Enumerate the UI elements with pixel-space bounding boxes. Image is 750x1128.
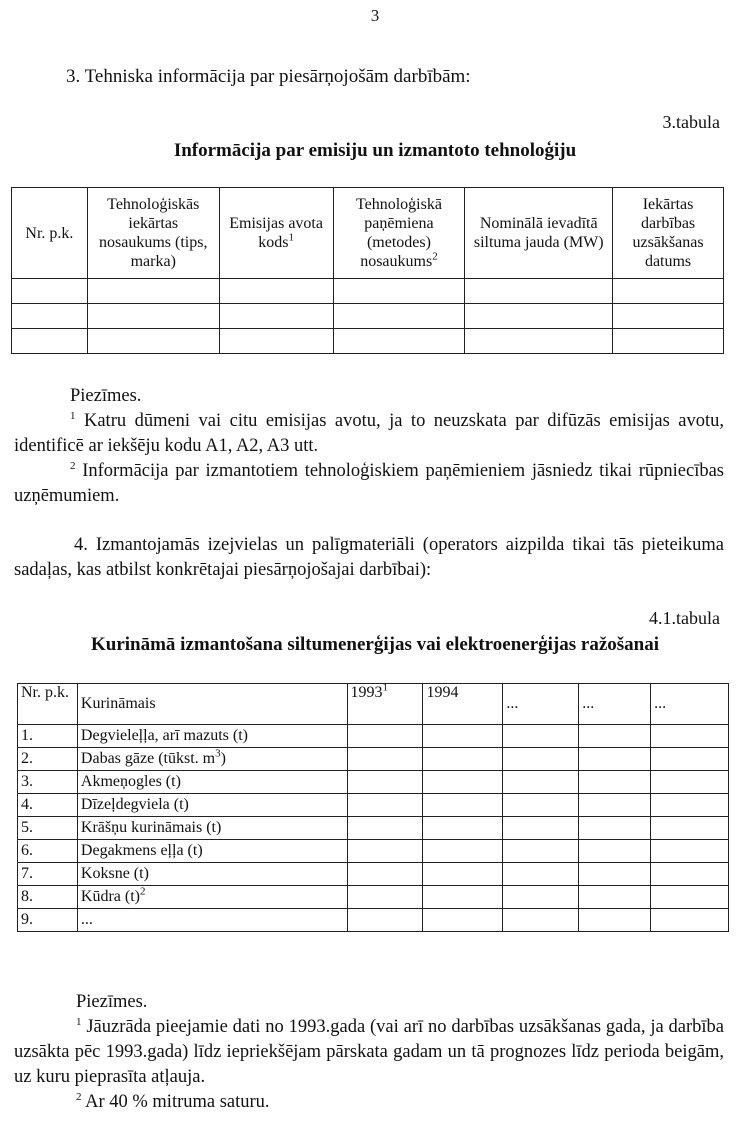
notes-heading: Piezīmes.	[70, 386, 142, 406]
row-value-cell	[347, 817, 423, 840]
row-nr: 6.	[18, 840, 78, 863]
col-start-date: Iekārtas darbības uzsākšanas datums	[613, 188, 724, 279]
row-nr: 5.	[18, 817, 78, 840]
row-value-cell	[651, 771, 729, 794]
table-row	[18, 840, 729, 863]
row-value-cell	[651, 725, 729, 748]
row-value-cell	[579, 863, 651, 886]
row-fuel: Degakmens eļļa (t)	[77, 840, 347, 863]
row-value-cell	[503, 771, 579, 794]
col-nr: Nr. p.k.	[18, 684, 78, 725]
notes-heading: Piezīmes.	[76, 992, 148, 1012]
fuel-usage-table	[17, 683, 729, 932]
row-value-cell	[423, 794, 503, 817]
table-3-title: Informācija par emisiju un izmantoto tehnoloģiju	[173, 140, 577, 161]
row-value-cell	[347, 725, 423, 748]
row-value-cell	[503, 817, 579, 840]
table-row	[18, 886, 729, 909]
row-fuel: Krāšņu kurināmais (t)	[77, 817, 347, 840]
row-value-cell	[579, 817, 651, 840]
row-value-cell	[423, 725, 503, 748]
row-value-cell	[579, 886, 651, 909]
row-fuel: Dabas gāze (tūkst. $m^3$)	[77, 748, 347, 771]
row-value-cell	[651, 909, 729, 932]
row-value-cell	[347, 840, 423, 863]
table-row	[18, 748, 729, 771]
col-method-name: Tehnoloģiskā paņēmiena (metodes) nosaukums$^2$	[333, 188, 465, 279]
row-value-cell	[503, 909, 579, 932]
col-more-3: ...	[651, 684, 729, 725]
page-number: 3	[370, 6, 380, 25]
table-row	[12, 329, 724, 354]
fuel-rows	[18, 725, 729, 932]
table-header-row	[18, 684, 729, 725]
row-value-cell	[423, 840, 503, 863]
table-row	[18, 817, 729, 840]
row-value-cell	[347, 863, 423, 886]
row-value-cell	[579, 748, 651, 771]
row-fuel: Koksne (t)	[77, 863, 347, 886]
row-value-cell	[579, 909, 651, 932]
row-fuel: Degvielеļļa, arī mazuts (t)	[77, 725, 347, 748]
table-row	[18, 863, 729, 886]
row-value-cell	[579, 794, 651, 817]
table-row	[18, 725, 729, 748]
table-header-row	[12, 188, 724, 279]
table-row	[18, 771, 729, 794]
row-value-cell	[503, 840, 579, 863]
row-value-cell	[651, 886, 729, 909]
col-1994: 1994	[423, 684, 503, 725]
table-4-1-notes	[14, 990, 724, 1115]
row-value-cell	[651, 863, 729, 886]
row-nr: 2.	[18, 748, 78, 771]
note-1: $^1$ Jāuzrāda pieejamie dati no 1993.gada (vai arī no darbības uzsākšanas gada, ja darbība uzsākta pēc 1993.gada) līdz iepriekšējam pārskata gadam un tā prognozes līdz perioda beigām, uz kuru pieprasīta atļauja.	[14, 1015, 724, 1087]
row-nr: 3.	[18, 771, 78, 794]
row-value-cell	[651, 840, 729, 863]
section-4-heading: 4. Izmantojamās izejvielas un palīgmateriāli (operators aizpilda tikai tās pieteikuma sadaļas, kas atbilst konkrētajai piesārņojošajai darbībai):	[14, 535, 724, 580]
col-equipment-name: Tehnoloģiskās iekārtas nosaukums (tips, marka)	[87, 188, 219, 279]
row-value-cell	[347, 886, 423, 909]
row-value-cell	[503, 863, 579, 886]
col-1993: 1993$^1$	[347, 684, 423, 725]
table-row	[12, 304, 724, 329]
row-value-cell	[503, 748, 579, 771]
row-value-cell	[579, 771, 651, 794]
row-value-cell	[423, 817, 503, 840]
row-nr: 1.	[18, 725, 78, 748]
table-row	[18, 909, 729, 932]
table-3-label: 3.tabula	[662, 112, 720, 132]
row-value-cell	[503, 886, 579, 909]
row-value-cell	[503, 794, 579, 817]
row-nr: 7.	[18, 863, 78, 886]
row-fuel: ...	[77, 909, 347, 932]
table-row	[12, 279, 724, 304]
row-nr: 4.	[18, 794, 78, 817]
row-value-cell	[423, 886, 503, 909]
row-nr: 8.	[18, 886, 78, 909]
table-4-1-title: Kurināmā izmantošana siltumenerģijas vai elektroenerģijas ražošanai	[90, 634, 659, 655]
row-value-cell	[423, 748, 503, 771]
table-3-notes	[14, 384, 724, 509]
note-2: $^2$ Informācija par izmantotiem tehnoloģiskiem paņēmieniem jāsniedz tikai rūpniecības uzņēmumiem.	[14, 459, 724, 506]
row-fuel: Dīzeļdegviela (t)	[77, 794, 347, 817]
row-value-cell	[347, 909, 423, 932]
col-more-2: ...	[579, 684, 651, 725]
row-value-cell	[347, 748, 423, 771]
row-value-cell	[503, 725, 579, 748]
row-value-cell	[651, 748, 729, 771]
row-value-cell	[347, 794, 423, 817]
row-value-cell	[579, 840, 651, 863]
row-value-cell	[651, 817, 729, 840]
row-fuel: Kūdra $(t)^2$	[77, 886, 347, 909]
row-value-cell	[347, 771, 423, 794]
col-source-code: Emisijas avota kods$^1$	[219, 188, 333, 279]
col-nr: Nr. p.k.	[12, 188, 88, 279]
note-2: $^2$ Ar 40 % mitruma saturu.	[76, 1090, 270, 1112]
section-3-heading: 3. Tehniska informācija par piesārņojošām darbībām:	[66, 66, 471, 87]
col-thermal-input: Nominālā ievadītā siltuma jauda (MW)	[465, 188, 613, 279]
row-nr: 9.	[18, 909, 78, 932]
row-fuel: Akmeņogles (t)	[77, 771, 347, 794]
emission-technology-table	[11, 187, 724, 354]
row-value-cell	[579, 725, 651, 748]
note-1: $^1$ Katru dūmeni vai citu emisijas avotu, ja to neuzskata par difūzās emisijas avotu, identificē ar iekšēju kodu A1, A2, A3 utt.	[14, 409, 725, 456]
col-more-1: ...	[503, 684, 579, 725]
table-row	[18, 794, 729, 817]
col-fuel: Kurināmais	[77, 684, 347, 725]
table-4-1-label: 4.1.tabula	[649, 608, 720, 628]
row-value-cell	[423, 863, 503, 886]
row-value-cell	[423, 771, 503, 794]
row-value-cell	[651, 794, 729, 817]
row-value-cell	[423, 909, 503, 932]
